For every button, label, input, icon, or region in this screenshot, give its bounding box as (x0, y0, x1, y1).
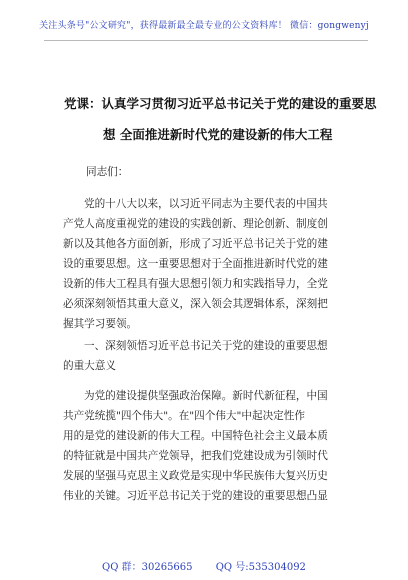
header-divider (44, 40, 368, 41)
paragraph-line: 新以及其他各方面创新，形成了习近平总书记关于党的建 (63, 238, 328, 250)
section-heading-1 (63, 336, 353, 376)
paragraph-line: 的特征就是中国共产党领导，把我们党建设成为引领时代 (63, 450, 328, 462)
paragraph-line: 必须深刻领悟其重大意义，深入领会其逻辑体系，深刻把 (63, 298, 328, 310)
heading-line: 一、深刻领悟习近平总书记关于党的建设的重要思想 (84, 340, 328, 352)
heading-line: 的重大意义 (63, 360, 116, 372)
paragraph-1 (63, 194, 353, 334)
paragraph-line: 党的十八大以来，以习近平同志为主要代表的中国共 (84, 198, 328, 210)
paragraph-line: 用的是党的建设新的伟大工程。中国特色社会主义最本质 (63, 430, 328, 442)
paragraph-line: 设的重要思想。这一重要思想对于全面推进新时代党的建 (63, 258, 328, 270)
paragraph-line: 握其学习要领。 (63, 318, 138, 330)
greeting: 同志们： (86, 166, 129, 178)
paragraph-line: 为党的建设提供坚强政治保障。新时代新征程，中国 (84, 390, 328, 402)
paragraph-2 (63, 386, 353, 506)
paragraph-line: 设新的伟大工程具有强大思想引领力和实践指导力，全党 (63, 278, 328, 290)
qq-group: QQ 群：30265665 (102, 562, 193, 573)
paragraph-line: 发展的坚强马克思主义政党是实现中华民族伟大复兴历史 (63, 470, 328, 482)
document-title-line-2: 想 全面推进新时代党的建设新的伟大工程 (103, 127, 333, 142)
contact-footer (0, 558, 408, 573)
paragraph-line: 产党人高度重视党的建设的实践创新、理论创新、制度创 (63, 218, 328, 230)
qq-number: QQ 号:535304092 (215, 562, 306, 573)
promo-header: 关注头条号"公文研究"，获得最新最全最专业的公文资料库！ 微信：gongwenyj (39, 21, 369, 31)
paragraph-line: 共产党统揽"四个伟大"。在"四个伟大"中起决定性作 (63, 410, 305, 422)
document-title-line-1: 党课：认真学习贯彻习近平总书记关于党的建设的重要思 (64, 96, 377, 111)
paragraph-line: 伟业的关键。习近平总书记关于党的建设的重要思想凸显 (63, 490, 328, 502)
